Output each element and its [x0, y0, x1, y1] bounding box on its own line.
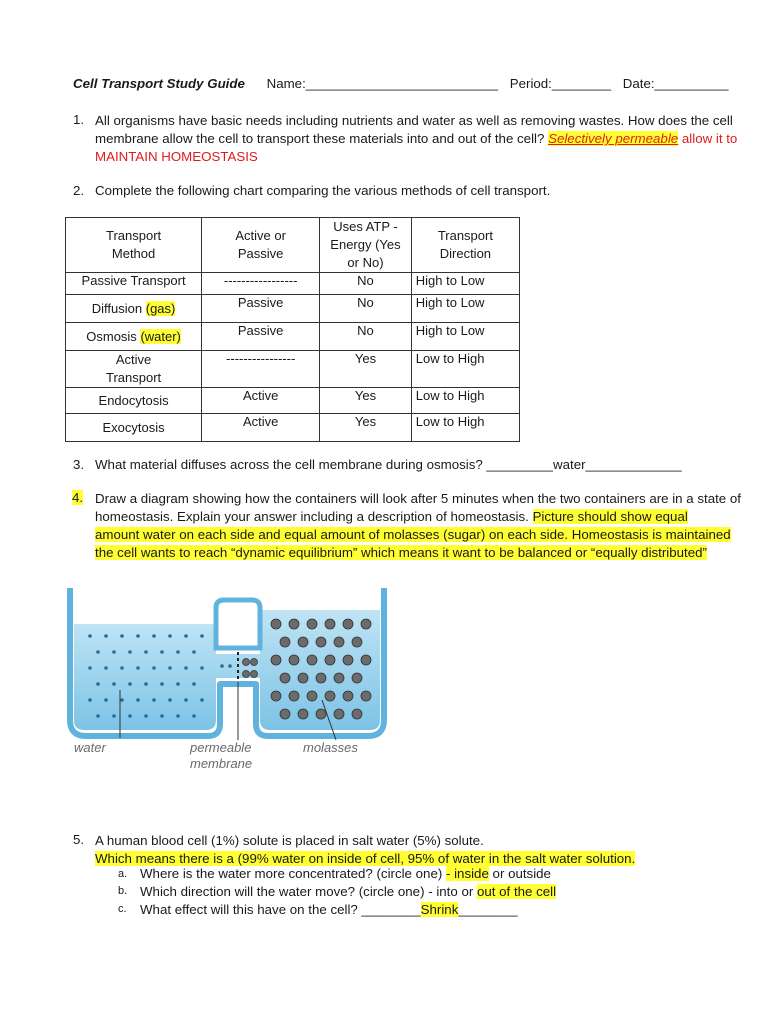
- question-5c: [140, 902, 518, 917]
- table-row: [66, 351, 520, 388]
- table-header: Active or Passive: [202, 218, 320, 273]
- period-field: Period:________: [509, 76, 612, 91]
- question-5a-rest: or outside: [492, 866, 551, 881]
- table-cell-method: Active Transport: [66, 351, 202, 388]
- table-cell-method: Passive Transport: [66, 273, 202, 295]
- table-cell-direction: Low to High: [411, 388, 519, 414]
- label-membrane: [190, 740, 252, 772]
- answer-highlight: Which means there is a (99% water on inside of cell, 95% of water in the salt water solution.: [95, 851, 636, 866]
- name-field: Name:__________________________: [266, 76, 499, 91]
- table-cell-direction: Low to High: [411, 351, 519, 388]
- table-header: Transport Method: [66, 218, 202, 273]
- table-row: [66, 388, 520, 414]
- page-title: Cell Transport Study Guide: [73, 76, 245, 91]
- table-cell-type: Active: [202, 414, 320, 442]
- question-4-line-4: [95, 544, 741, 562]
- table-cell-method: [66, 295, 202, 323]
- table-cell-atp: Yes: [320, 414, 412, 442]
- table-row: [66, 295, 520, 323]
- table-cell-direction: High to Low: [411, 273, 519, 295]
- table-cell-type: Passive: [202, 295, 320, 323]
- question-4: [95, 490, 741, 562]
- table-row: [66, 323, 520, 351]
- method-note: (gas): [145, 301, 176, 316]
- method-name: Diffusion: [91, 301, 143, 316]
- label-water: water: [74, 740, 106, 755]
- answer-shrink: Shrink: [420, 902, 459, 917]
- table-cell-atp: No: [320, 295, 412, 323]
- table-cell-method: [66, 323, 202, 351]
- question-5a-letter: a.: [118, 868, 128, 880]
- table-cell-direction: Low to High: [411, 414, 519, 442]
- question-1: [95, 112, 737, 166]
- answer-highlight: Picture should show equal: [532, 509, 688, 524]
- question-5c-rest: ________: [458, 902, 518, 917]
- question-1-text: membrane allow the cell to transport these materials into and out of the cell?: [95, 131, 545, 146]
- date-field: Date:__________: [622, 76, 729, 91]
- container-divider: [216, 600, 260, 648]
- table-cell-atp: Yes: [320, 388, 412, 414]
- question-5: [95, 832, 635, 868]
- table-cell-type: ----------------: [202, 351, 320, 388]
- question-5a-text: Where is the water more concentrated? (circle one): [140, 866, 443, 881]
- label-membrane-line-1: permeable: [190, 740, 252, 755]
- answer-highlight: amount water on each side and equal amount of molasses (sugar) on each side. Homeostasis is maintained: [95, 527, 731, 542]
- table-header: Transport Direction: [411, 218, 519, 273]
- table-cell-type: Active: [202, 388, 320, 414]
- question-4-line-2: [95, 508, 741, 526]
- question-5c-letter: c.: [118, 903, 127, 915]
- question-5a: [140, 866, 551, 881]
- table-cell-method: Exocytosis: [66, 414, 202, 442]
- question-5-line-1: A human blood cell (1%) solute is placed in salt water (5%) solute.: [95, 833, 484, 848]
- transport-table: [65, 217, 520, 442]
- question-1-line-1: All organisms have basic needs including nutrients and water as well as removing wastes. How does the cell: [95, 113, 733, 128]
- table-cell-type: -----------------: [202, 273, 320, 295]
- question-4-number: 4.: [72, 490, 84, 505]
- method-name: Osmosis: [86, 329, 137, 344]
- answer-inside: - inside: [445, 866, 489, 881]
- question-1-line-2: [95, 130, 737, 148]
- table-cell-atp: Yes: [320, 351, 412, 388]
- table-header-row: [66, 218, 520, 273]
- question-4-line-3: [95, 526, 741, 544]
- table-cell-atp: No: [320, 323, 412, 351]
- question-2-number: 2.: [73, 183, 85, 198]
- question-5-number: 5.: [73, 832, 85, 847]
- question-3: What material diffuses across the cell membrane during osmosis? _________water_____________: [95, 457, 682, 472]
- answer-highlight: the cell wants to reach “dynamic equilibrium” which means it want to be balanced or “equally distributed”: [95, 545, 707, 560]
- table-cell-type: Passive: [202, 323, 320, 351]
- question-4-text: homeostasis. Explain your answer including a description of homeostasis.: [95, 509, 529, 524]
- label-membrane-line-2: membrane: [190, 756, 253, 771]
- table-cell-method: Endocytosis: [66, 388, 202, 414]
- question-5b: [140, 884, 556, 899]
- question-5b-text: Which direction will the water move? (circle one) - into or: [140, 884, 474, 899]
- table-header: Uses ATP - Energy (Yes or No): [320, 218, 412, 273]
- table-cell-atp: No: [320, 273, 412, 295]
- question-1-number: 1.: [73, 112, 85, 127]
- answer-allow-it-to: allow it to: [681, 131, 738, 146]
- label-molasses: molasses: [303, 740, 358, 755]
- answer-out-of-cell: out of the cell: [476, 884, 557, 899]
- table-row: [66, 273, 520, 295]
- question-2: Complete the following chart comparing the various methods of cell transport.: [95, 183, 551, 198]
- table-row: [66, 414, 520, 442]
- answer-selectively-permeable: Selectively permeable: [548, 131, 679, 146]
- answer-maintain-homeostasis: MAINTAIN HOMEOSTASIS: [95, 149, 258, 164]
- question-5c-text: What effect will this have on the cell? ________: [140, 902, 421, 917]
- question-3-number: 3.: [73, 457, 85, 472]
- method-note: (water): [140, 329, 181, 344]
- question-5b-letter: b.: [118, 885, 128, 897]
- question-4-line-1: Draw a diagram showing how the containers will look after 5 minutes when the two containers are in a state of: [95, 491, 741, 506]
- table-cell-direction: High to Low: [411, 295, 519, 323]
- header: [73, 76, 728, 91]
- table-cell-direction: High to Low: [411, 323, 519, 351]
